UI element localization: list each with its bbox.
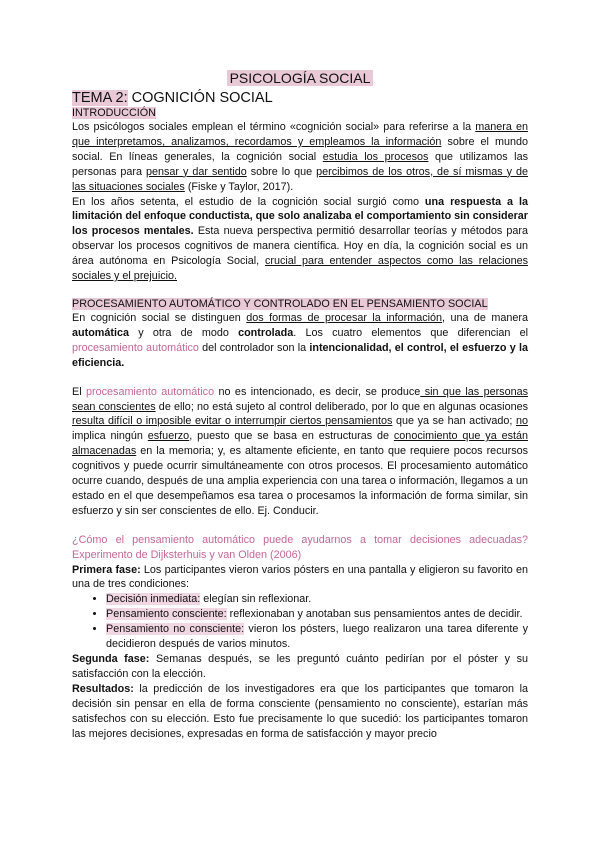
- list-item: • Pensamiento no consciente: vieron los pósters, luego realizaron una tarea diferente y decidieron después de varios minutos.: [106, 622, 528, 652]
- processing-heading: PROCESAMIENTO AUTOMÁTICO Y CONTROLADO EN EL PENSAMIENTO SOCIAL: [72, 297, 488, 310]
- intro-paragraph-1: Los psicólogos sociales emplean el término «cognición social» para referirse a la manera en que interpretamos, analizamos, recordamos y empleamos la información sobre el mundo social. En líneas generales, la cognición social estudia los procesos que utilizamos las personas para pensar y dar sentido sobre lo que percibimos de los otros, de sí mismas y de las situaciones sociales (Fiske y Taylor, 2017).: [72, 121, 528, 193]
- processing-paragraph-1: En cognición social se distinguen dos formas de procesar la información, una de manera automática y otra de modo controlada. Los cuatro elementos que diferencian el procesamiento automático del controlador son la intencionalidad, el control, el esfuerzo y la eficiencia.: [72, 311, 529, 369]
- intro-paragraph-2: En los años setenta, el estudio de la cognición social surgió como una respuesta a la limitación del enfoque conductista, que solo analizaba el comportamiento sin considerar los procesos mentales. Esta nueva perspectiva permitió desarrollar teorías y métodos para observar los procesos cognitivos de manera científica. Hoy en día, la cognición social es un área autónoma en Psicología Social, crucial para entender aspectos como las relaciones sociales y el prejuicio.: [72, 195, 528, 283]
- results: Resultados: la predicción de los investigadores era que los participantes que tomaron la decisión sin pensar en ella de forma consciente (pensamiento no consciente), estarían más satisfechos con su elección. Esto fue precisamente lo que sucedió: los participantes tomaron las mejores decisiones, expresadas en forma de satisfacción y mayor precio: [72, 682, 528, 740]
- phase-2: Segunda fase: Semanas después, se les preguntó cuánto pedirían por el póster y su satisfacción con la elección.: [72, 653, 528, 680]
- document-page: [72, 70, 528, 741]
- list-item: • Pensamiento consciente: reflexionaban y anotaban sus pensamientos antes de decidir.: [106, 607, 528, 622]
- list-item: • Decisión inmediata: elegían sin reflexionar.: [106, 592, 528, 607]
- intro-heading: INTRODUCCIÓN: [72, 107, 156, 119]
- experiment-question: ¿Cómo el pensamiento automático puede ayudarnos a tomar decisiones adecuadas? Experimento de Dijksterhuis y van Olden (2006): [72, 533, 528, 561]
- tema-heading: TEMA 2: COGNICIÓN SOCIAL: [72, 90, 273, 106]
- processing-paragraph-2: El procesamiento automático no es intencionado, es decir, se produce sin que las personas sean conscientes de ello; no está sujeto al control deliberado, por lo que en algunas ocasiones resulta difícil o imposible evitar o interrumpir ciertos pensamientos que ya se han activado; no implica ningún esfuerzo, puesto que se basa en estructuras de conocimiento que ya están almacenadas en la memoria; y, es altamente eficiente, en tanto que requiere pocos recursos cognitivos y puede ocurrir simultáneamente con otros procesos. El procesamiento automático ocurre cuando, después de una amplia experiencia con una tarea o información, llegamos a un estado en el que desempeñamos esa tarea o procesamos la información de forma similar, sin esfuerzo y sin ser conscientes de ello. Ej. Conducir.: [72, 385, 529, 517]
- condition-list: [72, 592, 528, 652]
- phase-1: Primera fase: Los participantes vieron varios pósters en una pantalla y eligieron su favorito en una de tres condiciones:: [72, 563, 528, 591]
- document-title: PSICOLOGÍA SOCIAL: [72, 70, 528, 86]
